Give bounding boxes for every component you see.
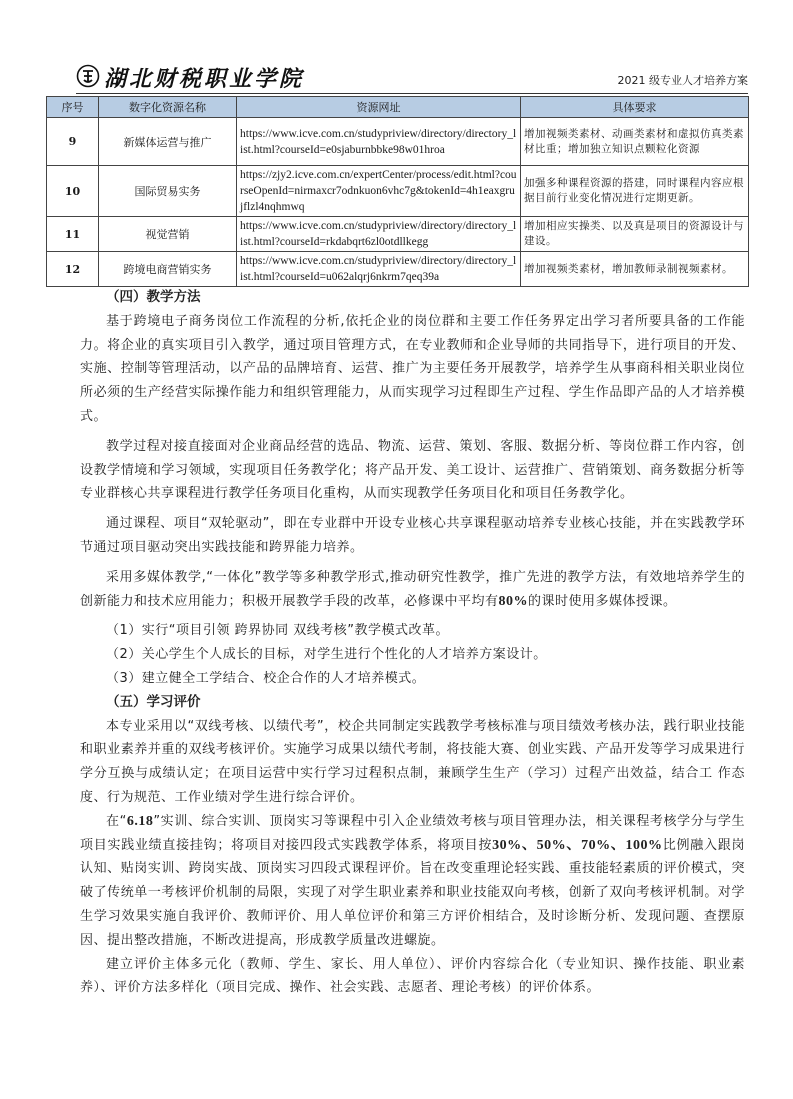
column-header: 序号 <box>47 97 99 118</box>
resource-url: https://www.icve.com.cn/studypriview/directory/directory_list.html?courseId=e0sjaburnbbke98w01hroa <box>237 118 521 166</box>
table-row <box>47 252 749 287</box>
resource-name: 跨境电商营销实务 <box>99 252 237 287</box>
percentage-list: 30%、50%、70%、100% <box>492 837 663 853</box>
paragraph: 基于跨境电子商务岗位工作流程的分析,依托企业的岗位群和主要工作任务界定出学习者所要具备的工作能力。将企业的真实项目引入教学，通过项目管理方式，在专业教师和企业导师的共同指导下，进行项目的开发、实施、控制等管理活动，以产品的品牌培育、运营、推广为主要任务开展教学，培养学生从事商科相关职业岗位所必须的生产经营实际操作能力和组织管理能力，从而实现学习过程即生产过程、学生作品即产品的人才培养模式。 <box>80 313 745 424</box>
paragraph-text: ”实训、综合实训、顶岗实习等课程中引入企业绩效考核与项目管理办法，相关课程考核学分与学生项目实践业绩直接挂钩；将项目对接四段式实践教学体系，将项目按 <box>80 813 745 853</box>
column-header: 资源网址 <box>237 97 521 118</box>
paragraph-text: 在“ <box>106 813 127 829</box>
resource-requirement: 增加视频类素材，增加教师录制视频素材。 <box>521 252 749 287</box>
percentage: 80% <box>498 593 529 609</box>
digital-resources-table <box>46 96 749 287</box>
row-number: 9 <box>47 118 99 166</box>
resource-name: 新媒体运营与推广 <box>99 118 237 166</box>
resource-requirement: 加强多种课程资源的搭建，同时课程内容应根据目前行业变化情况进行定期更新。 <box>521 166 749 217</box>
resource-url: https://www.icve.com.cn/studypriview/directory/directory_list.html?courseId=rkdabqrt6zl0otdllkegg <box>237 217 521 252</box>
list-item: （3）建立健全工学结合、校企合作的人才培养模式。 <box>106 670 426 686</box>
table-row <box>47 166 749 217</box>
paragraph <box>80 566 745 614</box>
document-title: 2021 级专业人才培养方案 <box>617 74 748 87</box>
column-header: 具体要求 <box>521 97 749 118</box>
row-number: 10 <box>47 166 99 217</box>
resource-url: https://www.icve.com.cn/studypriview/directory/directory_list.html?courseId=u062alqrj6nkrm7qeq39a <box>237 252 521 287</box>
column-header: 数字化资源名称 <box>99 97 237 118</box>
school-name: 湖北财税职业学院 <box>104 66 305 92</box>
table-row <box>47 118 749 166</box>
list-item: （1）实行“项目引领 跨界协同 双线考核”教学模式改革。 <box>106 623 450 639</box>
header-divider <box>76 93 748 94</box>
paragraph: 建立评价主体多元化（教师、学生、家长、用人单位）、评价内容综合化（专业知识、操作技能、职业素养）、评价方法多样化（项目完成、操作、社会实践、志愿者、理论考核）的评价体系。 <box>80 956 745 996</box>
resource-name: 国际贸易实务 <box>99 166 237 217</box>
paragraph: 本专业采用以“双线考核、以绩代考”，校企共同制定实践教学考核标准与项目绩效考核办法，践行职业技能和职业素养并重的双线考核评价。实施学习成果以绩代考制，将技能大赛、创业实践、产品开发等学习成果进行学分互换与成绩认定；在项目运营中实行学习过程积点制，兼顾学生生产（学习）过程产出效益，结合工 作态度、行为规范、工作业绩对学生进行综合评价。 <box>80 718 745 805</box>
row-number: 11 <box>47 217 99 252</box>
row-number: 12 <box>47 252 99 287</box>
table-header-row <box>47 97 749 118</box>
page-header <box>76 60 748 92</box>
section-heading-learning-evaluation: （五）学习评价 <box>106 693 201 710</box>
paragraph-text: 的课时使用多媒体授课。 <box>528 593 677 609</box>
paragraph: 通过课程、项目“双轮驱动”，即在专业群中开设专业核心共享课程驱动培养专业核心技能，并在实践教学环节通过项目驱动突出实践技能和跨界能力培养。 <box>80 516 745 555</box>
resource-name: 视觉营销 <box>99 217 237 252</box>
paragraph: 教学过程对接直接面对企业商品经营的选品、物流、运营、策划、客服、数据分析、等岗位群工作内容，创设教学情境和学习领域，实现项目任务教学化；将产品开发、美工设计、运营推广、营销策划、商务数据分析等专业群核心共享课程进行教学任务项目化重构，从而实现教学任务项目化和项目任务教学化。 <box>80 438 745 502</box>
list-item: （2）关心学生个人成长的目标，对学生进行个性化的人才培养方案设计。 <box>106 647 547 663</box>
date-label: 6.18 <box>126 813 154 829</box>
section-heading-teaching-methods: （四）教学方法 <box>106 289 201 305</box>
paragraph-text: 比例融入跟岗认知、贴岗实训、跨岗实战、顶岗实习四段式课程评价。旨在改变重理论轻实践、重技能轻素质的评价模式，突破了传统单一考核评价机制的局限，实现了对学生职业素养和职业技能双向考核，创新了双向考核评机制。对学生学习效果实施自我评价、教师评价、用人单位评价和第三方评价相结合，及时诊断分析、发现问题、查摆原因、提出整改措施，不断改进提高，形成教学质量改进螺旋。 <box>80 837 745 948</box>
paragraph <box>80 810 745 953</box>
school-logo-icon <box>76 64 100 88</box>
resource-requirement: 增加相应实操类、以及真是项目的资源设计与建设。 <box>521 217 749 252</box>
paragraph-text: 采用多媒体教学,“一体化”教学等多种教学形式,推动研究性教学，推广先进的教学方法，有效地培养学生的创新能力和技术应用能力；积极开展教学手段的改革，必修课中平均有 <box>80 569 745 609</box>
body-content <box>80 286 745 1000</box>
table-row <box>47 217 749 252</box>
resource-requirement: 增加视频类素材、动画类素材和虚拟仿真类素材比重；增加独立知识点颗粒化资源 <box>521 118 749 166</box>
resource-url: https://zjy2.icve.com.cn/expertCenter/process/edit.html?courseOpenId=nirmaxcr7odnkuon6vhc7g&tokenId=4h1eaxgrujflzl4nqhmwq <box>237 166 521 217</box>
